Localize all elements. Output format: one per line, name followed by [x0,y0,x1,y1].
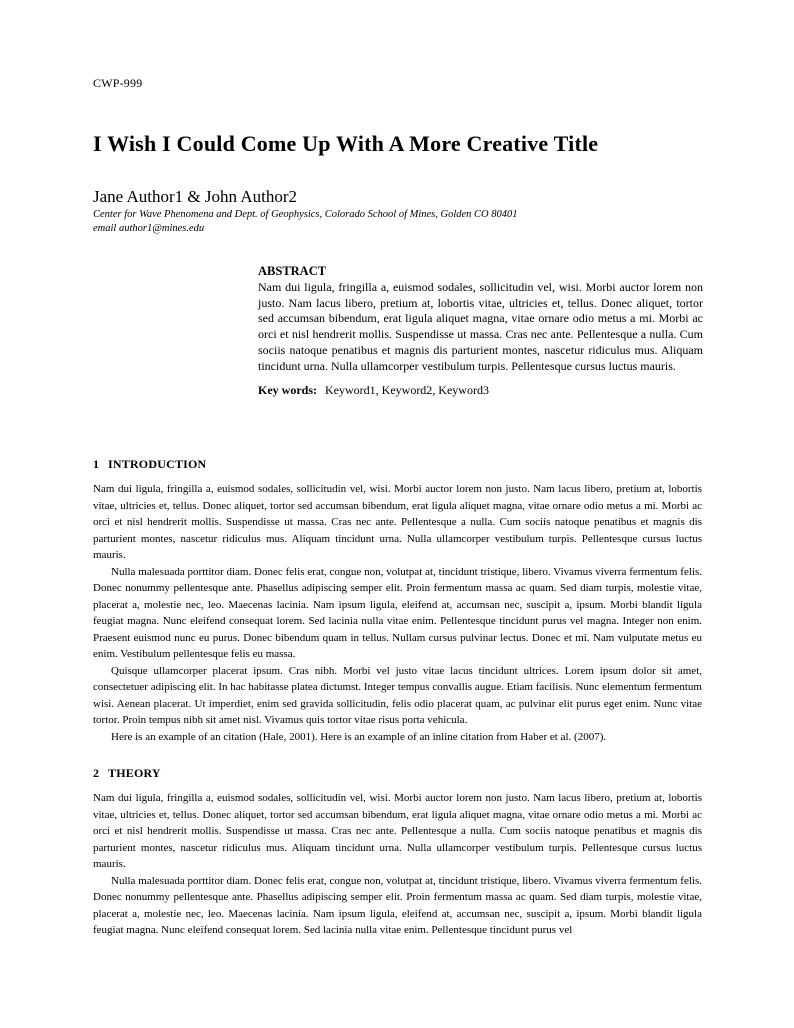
section-2-heading [93,766,702,780]
section-introduction [93,457,702,745]
abstract-heading: ABSTRACT [258,264,327,278]
report-number: CWP-999 [93,76,143,90]
intro-paragraph-2: Nulla malesuada porttitor diam. Donec felis erat, congue non, volutpat at, tincidunt tristique, libero. Vivamus viverra fermentum felis. Donec nonummy pellentesque ante. Phasellus adipiscing semper elit. Proin fermentum massa ac quam. Sed diam turpis, molestie vitae, placerat a, molestie nec, leo. Maecenas lacinia. Nam ipsum ligula, eleifend at, accumsan nec, suscipit a, ipsum. Morbi blandit ligula feugiat magna. Nunc eleifend consequat lorem. Sed lacinia nulla vitae enim. Pellentesque tincidunt purus vel magna. Integer non enim. Praesent euismod nunc eu purus. Donec bibendum quam in tellus. Nullam cursus pulvinar lectus. Donec et mi. Nam vulputate metus eu enim. Vestibulum pellentesque felis eu massa. [93,565,702,660]
intro-paragraph-1: Nam dui ligula, fringilla a, euismod sodales, sollicitudin vel, wisi. Morbi auctor lorem non justo. Nam lacus libero, pretium at, lobortis vitae, ultricies et, tellus. Donec aliquet, tortor sed accumsan bibendum, erat ligula aliquet magna, vitae ornare odio metus a mi. Morbi ac orci et nisl hendrerit mollis. Suspendisse ut massa. Cras nec ante. Pellentesque a nulla. Cum sociis natoque penatibus et magnis dis parturient montes, nascetur ridiculus mus. Aliquam tincidunt urna. Nulla ullamcorper vestibulum turpis. Pellentesque cursus luctus mauris. [93,483,702,561]
paper-title: I Wish I Could Come Up With A More Creative Title [93,131,599,156]
email-line: email author1@mines.edu [93,223,205,234]
section-1-number: 1 [93,457,100,471]
authors-line: Jane Author1 & John Author2 [93,187,297,206]
section-2-number: 2 [93,766,100,780]
theory-paragraph-1: Nam dui ligula, fringilla a, euismod sodales, sollicitudin vel, wisi. Morbi auctor lorem non justo. Nam lacus libero, pretium at, lobortis vitae, ultricies et, tellus. Donec aliquet, tortor sed accumsan bibendum, erat ligula aliquet magna, vitae ornare odio metus a mi. Morbi ac orci et nisl hendrerit mollis. Suspendisse ut massa. Cras nec ante. Pellentesque a nulla. Cum sociis natoque penatibus et magnis dis parturient montes, nascetur ridiculus mus. Aliquam tincidunt urna. Nulla ullamcorper vestibulum turpis. Pellentesque cursus luctus mauris. [93,792,702,870]
keywords-label: Key words: [258,383,317,398]
author-block [93,186,518,236]
keywords-line [258,383,703,399]
keywords-value: Keyword1, Keyword2, Keyword3 [325,383,489,398]
abstract-text: Nam dui ligula, fringilla a, euismod sodales, sollicitudin vel, wisi. Morbi auctor lorem non justo. Nam lacus libero, pretium at, lobortis vitae, ultricies et, tellus. Donec aliquet, tortor sed accumsan bibendum, erat ligula aliquet magna, vitae ornare odio metus a mi. Morbi ac orci et nisl hendrerit mollis. Suspendisse ut massa. Cras nec ante. Pellentesque a nulla. Cum sociis natoque penatibus et magnis dis parturient montes, nascetur ridiculus mus. Aliquam tincidunt urna. Nulla ullamcorper vestibulum turpis. Pellentesque cursus luctus mauris. [258,280,703,373]
intro-paragraph-4: Here is an example of an citation (Hale, 2001). Here is an example of an inline citation from Haber et al. (2007). [111,730,607,743]
section-2-title: THEORY [108,766,161,780]
section-1-title: INTRODUCTION [108,457,207,471]
section-theory [93,766,702,939]
affiliation-line: Center for Wave Phenomena and Dept. of Geophysics, Colorado School of Mines, Golden CO 80401 [93,209,518,220]
intro-paragraph-3: Quisque ullamcorper placerat ipsum. Cras nibh. Morbi vel justo vitae lacus tincidunt ultrices. Lorem ipsum dolor sit amet, consectetuer adipiscing elit. In hac habitasse platea dictumst. Integer tempus convallis augue. Etiam facilisis. Nunc elementum fermentum wisi. Aenean placerat. Ut imperdiet, enim sed gravida sollicitudin, felis odio placerat quam, ac pulvinar elit purus eget enim. Nunc vitae tortor. Proin tempus nibh sit amet nisl. Vivamus quis tortor vitae risus porta vehicula. [93,664,702,726]
theory-paragraph-2: Nulla malesuada porttitor diam. Donec felis erat, congue non, volutpat at, tincidunt tristique, libero. Vivamus viverra fermentum felis. Donec nonummy pellentesque ante. Phasellus adipiscing semper elit. Proin fermentum massa ac quam. Sed diam turpis, molestie vitae, placerat a, molestie nec, leo. Maecenas lacinia. Nam ipsum ligula, eleifend at, accumsan nec, suscipit a, ipsum. Morbi blandit ligula feugiat magna. Nunc eleifend consequat lorem. Sed lacinia nulla vitae enim. Pellentesque tincidunt purus vel [93,874,702,936]
abstract-block [258,263,703,399]
section-1-heading [93,457,702,471]
